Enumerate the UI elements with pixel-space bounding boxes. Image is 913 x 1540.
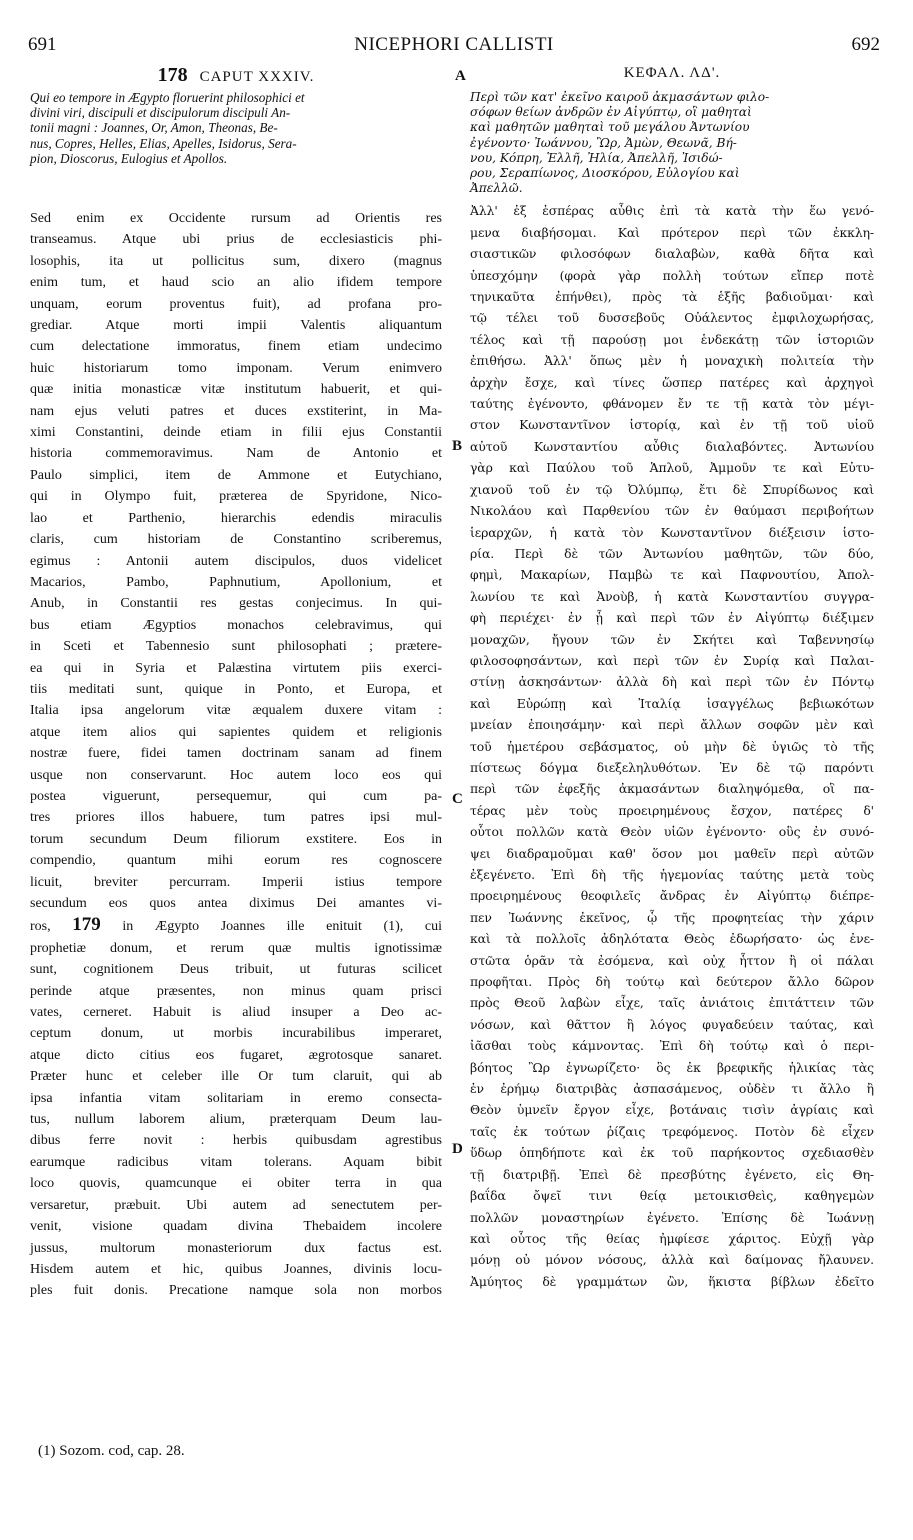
greek-body-line: στῶτα ὁρᾶν τὰ ἐσόμενα, καὶ οὐχ ἧττον ἢ οἱ πάλαι bbox=[470, 952, 874, 968]
latin-body-line: losophis, ita ut pollicitus sum, dixero (magnus bbox=[30, 253, 442, 269]
margin-marker-a: A bbox=[455, 68, 466, 84]
greek-body-line: γὰρ καὶ Παύλου τοῦ Ἁπλοῦ, Ἀμμοῦν τε καὶ Εὐτυ- bbox=[470, 460, 874, 476]
greek-column bbox=[470, 64, 874, 1292]
greek-body-line: ἐπιθήσω. Ἀλλ' ὅπως μὲν ἡ μοναχικὴ πολιτεία τὴν bbox=[470, 353, 874, 369]
latin-body-line: licuit, breviter percurram. Imperii istius tempore bbox=[30, 874, 442, 890]
latin-chapter-summary bbox=[30, 90, 442, 166]
greek-body-line: καὶ τὰ πολλοῖς ἀδηλότατα Θεὸς ἐδωρήσατο· ὡς ἐνε- bbox=[470, 931, 874, 947]
greek-body-line: Ἀλλ' ἐξ ἑσπέρας αὖθις ἐπὶ τὰ κατὰ τὴν ἕω γενό- bbox=[470, 203, 874, 219]
greek-body-line: μενα διαβήσομαι. Καὶ πρότερον περὶ τῶν ἐκκλη- bbox=[470, 224, 874, 240]
greek-body-line: χιανοῦ τοῦ ἐν τῷ Ὀλύμπῳ, ἔτι δὲ Σπυρίδωνος καὶ bbox=[470, 481, 874, 497]
greek-body-line: πεν Ἰωάννης ἐκεῖνος, ᾧ τῆς προφητείας τὴν χάριν bbox=[470, 909, 874, 925]
latin-body-line: vates, cerneret. Habuit is aliud insuper a Deo ac- bbox=[30, 1005, 442, 1021]
latin-body-line: atque item alios qui sapientes quidem et religionis bbox=[30, 724, 442, 740]
latin-chapter-number: 178 bbox=[157, 64, 188, 86]
latin-body-line: Præter hunc et celeber ille Or tum claruit, qui ab bbox=[30, 1069, 442, 1085]
latin-body-line: postea viguerunt, persequemur, qui cum pa- bbox=[30, 788, 442, 804]
footnote: (1) Sozom. cod, cap. 28. bbox=[38, 1443, 185, 1459]
greek-summary-line: Ἀπελλῶ. bbox=[470, 181, 523, 196]
margin-marker-b: B bbox=[452, 438, 463, 454]
greek-body-line: φὴ περιέχει· ἐν ᾗ καὶ περὶ τῶν ἐν Αἰγύπτῳ διέξιμεν bbox=[470, 610, 874, 626]
latin-body-line: earumque radicibus vitam tolerans. Aquam bibit bbox=[30, 1154, 442, 1170]
latin-body-line: Paulo simplici, item de Ammone et Eutychiano, bbox=[30, 467, 442, 483]
greek-body-line: προειρημένους θεοφιλεῖς ἄνδρας ἐν Αἰγύπτῳ διέπρε- bbox=[470, 888, 874, 904]
greek-summary-line: σόφων θείων ἀνδρῶν ἐν Αἰγύπτῳ, οἳ μαθηταὶ bbox=[470, 105, 752, 120]
latin-body-line: versaretur, præbuit. Ubi autem ad senectutem per- bbox=[30, 1197, 442, 1213]
greek-body-line: λωνίου τε καὶ Ἀνοὺβ, ἡ κατὰ Κωνσταντίου συγγρα- bbox=[470, 588, 874, 604]
latin-summary-line: tonii magni : Joannes, Or, Amon, Theonas, Be- bbox=[30, 120, 278, 136]
latin-column bbox=[30, 64, 442, 1302]
latin-body-line: jussus, multorum monasteriorum dux factus est. bbox=[30, 1240, 442, 1256]
page-number-right: 692 bbox=[851, 34, 880, 55]
latin-body-line: loco quovis, quamcunque ei obiter terra in qua bbox=[30, 1176, 442, 1192]
latin-body-line: compendio, quantum mihi eorum res cognoscere bbox=[30, 853, 442, 869]
greek-body-line: στίνῃ ἀσκησάντων· ἀλλὰ δὴ καὶ περὶ τῶν ἐν Πόντῳ bbox=[470, 674, 874, 690]
greek-body-line: μόνῃ οὐ μόνον νόσους, ἀλλὰ καὶ δαίμονας ἤλαυνεν. bbox=[470, 1252, 874, 1268]
greek-body-line: Θεὸν ὑμνεῖν ἔργον εἶχε, βοτάναις τισὶν ἀγρίαις καὶ bbox=[470, 1102, 874, 1118]
greek-body-line: τῷ τέλει τοῦ δυσσεβοῦς Οὐάλεντος ἐμφιλοχωρήσας, bbox=[470, 310, 874, 326]
latin-ros-rest: in Ægypto Joannes ille enituit (1), cui bbox=[122, 919, 442, 935]
latin-body-line: unquam, eorum proventus fuit), ad profana pro- bbox=[30, 296, 442, 312]
greek-body-line: βόητος Ὢρ ἐγνωρίζετο· ὃς ἐκ βρεφικῆς ἡλικίας τὰς bbox=[470, 1059, 874, 1075]
latin-body-part-b bbox=[30, 938, 442, 1302]
latin-body-line: claris, cum historiam de Constantino scriberemus, bbox=[30, 532, 442, 548]
latin-body-line: perinde atque præsentes, non minus quam prisci bbox=[30, 983, 442, 999]
latin-body-line: ceptum donum, ut morbis incurabilibus imperaret, bbox=[30, 1026, 442, 1042]
greek-summary-line: νου, Κόπρη, Ἑλλῆ, Ἠλία, Ἀπελλῆ, Ἰσιδώ- bbox=[470, 150, 723, 165]
latin-body bbox=[30, 208, 442, 1302]
latin-body-line: Macarios, Pambo, Paphnutium, Apollonium, et bbox=[30, 574, 442, 590]
greek-body-line: ἐν ἐρήμῳ διατριβὰς ἀσπασάμενος, οὐδὲν τι ἄλλο ἢ bbox=[470, 1081, 874, 1097]
greek-body-line: καὶ οὗτος τῆς θείας ἠμφίεσε χάριτος. Εὐχῇ γὰρ bbox=[470, 1230, 874, 1246]
latin-body-line: bus etiam Ægyptios monachos celebravimus, qui bbox=[30, 617, 442, 633]
greek-body-line: τέλος καὶ τῇ παρούσῃ μοι ἑνδεκάτῃ τῶν ἱστοριῶν bbox=[470, 331, 874, 347]
latin-body-part-a bbox=[30, 208, 442, 914]
greek-body-line: πίστεως δόγμα διεξεληλυθότων. Ἐν δὲ τῷ παρόντι bbox=[470, 759, 874, 775]
latin-body-line: quæ initia monasticæ vitæ institutum habuerit, et qui- bbox=[30, 382, 442, 398]
latin-body-line: ea qui in Syria et Palæstina virtutem piis exerci- bbox=[30, 660, 442, 676]
latin-body-line: ples fuit donis. Precatione namque sola non morbos bbox=[30, 1283, 442, 1299]
greek-body-line: Ἀμύητος δὲ γραμμάτων ὢν, ἥκιστα βίβλων ἐδεῖτο bbox=[470, 1273, 874, 1289]
greek-body-line: σιαστικῶν φιλοσόφων διαλαβὼν, καθὰ δῆτα καὶ bbox=[470, 246, 874, 262]
greek-body-line: αὐτοῦ Κωνσταντίου αὖθις διαλαβόντες. Ἀντωνίου bbox=[470, 438, 874, 454]
latin-body-line: historia commemoravimus. Nam de Antonio et bbox=[30, 446, 442, 462]
latin-body-line: Hisdem autem et hic, quibus Joannes, divinis locu- bbox=[30, 1261, 442, 1277]
latin-summary-line: Qui eo tempore in Ægypto floruerint philosophici et bbox=[30, 90, 305, 105]
latin-summary-line: nus, Copres, Helles, Elias, Apelles, Isidorus, Sera- bbox=[30, 135, 297, 151]
greek-body-line: ρία. Περὶ δὲ τῶν Ἀντωνίου μαθητῶν, τῶν δύο, bbox=[470, 545, 874, 561]
running-head bbox=[28, 34, 880, 56]
latin-body-line: huic historiarum tomo imponam. Verum enimvero bbox=[30, 360, 442, 376]
latin-body-line: ximi Constantini, deinde etiam in filii ejus Constantii bbox=[30, 425, 442, 441]
greek-body-line: νόσων, καὶ θᾶττον ἢ λόγος φυγαδεύειν ταύτας, καὶ bbox=[470, 1016, 874, 1032]
latin-body-line: venit, visione quadam divina Thebaidem incolere bbox=[30, 1219, 442, 1235]
latin-body-line: in Sceti et Tabennesio sunt philosophati ; prætere- bbox=[30, 639, 442, 655]
greek-body-line: τέρας μὲν τοὺς προειρημένους ἔσχον, πατέρες δ' bbox=[470, 802, 874, 818]
greek-body-line: περὶ τῶν ἐφεξῆς ἀκμασάντων διαληψόμεθα, οἳ πα- bbox=[470, 781, 874, 797]
latin-body-line: cum delectatione immoratus, finem etiam undecimo bbox=[30, 339, 442, 355]
greek-body-line: ὕδωρ ὁπηδήποτε καὶ ἐκ τοῦ παρήκοντος σχεδιασθὲν bbox=[470, 1145, 874, 1161]
latin-body-line: secundum eos quos antea diximus Dei amantes vi- bbox=[30, 896, 442, 912]
greek-body-line: ὑπεσχόμην (φορὰ γὰρ πολλὴ τούτων εἴπερ ποτὲ bbox=[470, 267, 874, 283]
greek-body-line: μοναχῶν, ἤγουν τῶν ἐν Σκήτει καὶ Ταβεννησίῳ bbox=[470, 631, 874, 647]
latin-body-line: usque non conservarunt. Hoc autem loco eos qui bbox=[30, 767, 442, 783]
greek-body-line: ἰᾶσθαι τοὺς κάμνοντας. Ἐπὶ δὴ τούτῳ καὶ ὁ περι- bbox=[470, 1038, 874, 1054]
latin-body-line: torum secundum Deum filiorum exstitere. Eos in bbox=[30, 831, 442, 847]
latin-body-line: ipsa infantia vitam solitariam in eremo consecta- bbox=[30, 1090, 442, 1106]
latin-body-line: nostræ fuere, fidei tamen doctrinam sanam ad finem bbox=[30, 746, 442, 762]
latin-body-line: Italia ipsa angelorum vitæ æqualem duxere vitam : bbox=[30, 703, 442, 719]
latin-body-line: enim tum, et haud scio an alio ifidem tempore bbox=[30, 275, 442, 291]
latin-body-line: prophetiæ donum, et rerum quæ multis ignotissimæ bbox=[30, 940, 442, 956]
greek-summary-line: ἐγένοντο· Ἰωάννου, Ὢρ, Ἀμὼν, Θεωνᾶ, Βή- bbox=[470, 135, 737, 150]
latin-chapter-heading bbox=[30, 64, 442, 86]
greek-body-line: Νικολάου καὶ Παρθενίου τῶν ἐν θαύμασι περιβοήτων bbox=[470, 503, 874, 519]
latin-body-line: tiis meditati sunt, quique in Ponto, et Europa, et bbox=[30, 681, 442, 697]
latin-body-line: tus, nullum laborem alium, præterquam Deum lau- bbox=[30, 1112, 442, 1128]
greek-summary-line: Περὶ τῶν κατ' ἐκεῖνο καιροῦ ἀκμασάντων φιλο- bbox=[470, 90, 770, 104]
greek-body-line: μνείαν ἐποιησάμην· καὶ περὶ ἄλλων σοφῶν μὲν καὶ bbox=[470, 717, 874, 733]
greek-body-line: ταύτης ἐγένοντο, φθάνομεν ἔν τε τῇ κατὰ τὸν μέγι- bbox=[470, 396, 874, 412]
page-number-left: 691 bbox=[28, 34, 57, 55]
greek-body-line: καὶ Εὐρώπῃ καὶ Ἰταλίᾳ ἰσαγγέλως βεβιωκότων bbox=[470, 695, 874, 711]
latin-body-line: tres priores illos habuere, tum patres ipsi mul- bbox=[30, 810, 442, 826]
chapter-number-179: 179 bbox=[72, 914, 101, 936]
latin-body-line: nam ejus veluti patres et duces exstiterint, in Ma- bbox=[30, 403, 442, 419]
latin-body-line: dibus ferre novit : herbis quibusdam agrestibus bbox=[30, 1133, 442, 1149]
greek-body-line: φιλοσοφησάντων, καὶ περὶ τῶν ἐν Συρίᾳ καὶ Παλαι- bbox=[470, 652, 874, 668]
greek-body bbox=[470, 200, 874, 1292]
greek-body-line: ἀρχὴν ἔσχε, καὶ τίνες ὥσπερ πατέρες καὶ ἀρχηγοὶ bbox=[470, 374, 874, 390]
latin-body-line: qui in Olympo fuit, præterea de Spyridone, Nico- bbox=[30, 489, 442, 505]
greek-body-line: οὗτοι πολλῶν κατὰ Θεὸν υἱῶν ἐγένοντο· οὓς ἐν συνό- bbox=[470, 824, 874, 840]
latin-summary-line: pion, Dioscorus, Eulogius et Apollos. bbox=[30, 150, 228, 166]
greek-summary-line: ρου, Σεραπίωνος, Διοσκόρου, Εὐλογίου καὶ bbox=[470, 166, 740, 181]
margin-marker-c: C bbox=[452, 791, 463, 807]
greek-body-line: τοῦ ἡμετέρου σεβάσματος, οὐ μὴν δὲ ὑγιῶς τὸ τῆς bbox=[470, 738, 874, 754]
greek-body-line: φημὶ, Μακαρίων, Παμβὼ τε καὶ Παφνουτίου, Ἀπολ- bbox=[470, 567, 874, 583]
greek-body-line: πρὸς Θεοῦ λαβὼν εἶχε, ταῖς ἀνιάτοις ἐπιτάττειν τῶν bbox=[470, 995, 874, 1011]
latin-line-ros bbox=[30, 914, 442, 937]
latin-body-line: sunt, cognitionem Deus tribuit, ut futuras scilicet bbox=[30, 962, 442, 978]
latin-chapter-title: CAPUT XXXIV. bbox=[199, 69, 315, 85]
greek-body-line: στον Κωνσταντῖνον ἱστορίᾳ, καὶ ἐν τῇ τοῦ υἱοῦ bbox=[470, 417, 874, 433]
greek-body-line: πολλῶν μοναστηρίων ἐγένετο. Ἐπίσης δὲ Ἰωάννῃ bbox=[470, 1209, 874, 1225]
margin-marker-d: D bbox=[452, 1141, 463, 1157]
greek-body-line: ταῖς ἐκ τούτων ῥίζαις τρεφόμενος. Ποτὸν δὲ εἶχεν bbox=[470, 1123, 874, 1139]
latin-ros-word: ros, bbox=[30, 919, 51, 935]
greek-body-line: βαΐδα ὄψεῖ τινι θείᾳ μετοικισθεὶς, καθηγεμὼν bbox=[470, 1188, 874, 1204]
greek-body-line: τηνικαῦτα ἐπήνθει), πρὸς τὰ ἑξῆς βαδιοῦμαι· καὶ bbox=[470, 289, 874, 305]
greek-chapter-title: ΚΕΦΑΛ. ΛΔ'. bbox=[623, 65, 721, 81]
greek-chapter-summary bbox=[470, 90, 874, 196]
greek-body-line: ἐξεγένετο. Ἐπὶ δὴ τῆς ἡγεμονίας ταύτης μετὰ τοὺς bbox=[470, 867, 874, 883]
latin-body-line: lao et Parthenio, hierarchis edendis miraculis bbox=[30, 510, 442, 526]
latin-body-line: atque dicto citius eos fugaret, ægrotosque sanaret. bbox=[30, 1047, 442, 1063]
running-title: NICEPHORI CALLISTI bbox=[354, 34, 554, 55]
greek-chapter-heading bbox=[470, 64, 874, 86]
latin-body-line: egimus : Antonii autem discipulos, duos videlicet bbox=[30, 553, 442, 569]
greek-body-line: προφῆται. Πρὸς δὴ τούτῳ καὶ δεύτερον ἄλλο δῶρον bbox=[470, 974, 874, 990]
greek-body-line: ψει διαδραμοῦμαι καθ' ὅσον μοι μαθεῖν περὶ αὐτῶν bbox=[470, 845, 874, 861]
latin-summary-line: divini viri, discipuli et discipulorum discipuli An- bbox=[30, 105, 291, 121]
greek-body-line: ἱεραρχῶν, ἡ κατὰ τὸν Κωνσταντῖνον διέξεισιν ἱστο- bbox=[470, 524, 874, 540]
latin-body-line: grediar. Atque morti impii Valentis aliquantum bbox=[30, 318, 442, 334]
latin-body-line: transeamus. Atque ubi prius de ecclesiasticis phi- bbox=[30, 232, 442, 248]
latin-body-line: Anub, in Constantii res gestas conjecimus. In qui- bbox=[30, 596, 442, 612]
latin-body-line: Sed enim ex Occidente rursum ad Orientis res bbox=[30, 211, 442, 227]
greek-body-line: τῇ διατριβῇ. Ἐπεὶ δὲ πρεσβύτης ἐγένετο, εἰς Θη- bbox=[470, 1166, 874, 1182]
greek-summary-line: καὶ μαθητῶν μαθηταὶ τοῦ μεγάλου Ἀντωνίου bbox=[470, 120, 750, 135]
